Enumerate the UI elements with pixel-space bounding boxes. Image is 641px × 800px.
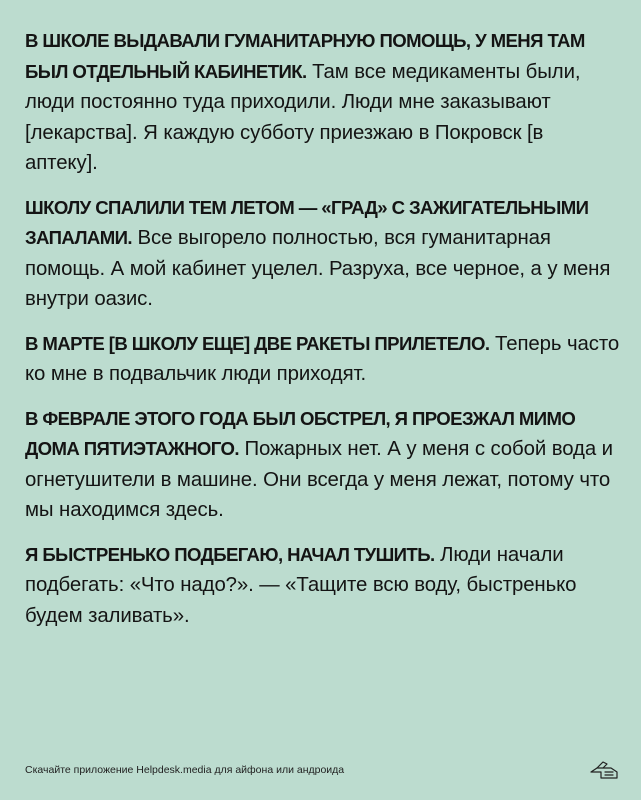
paragraph-1	[25, 26, 621, 179]
paragraph-5-lead: Я БЫСТРЕНЬКО ПОДБЕГАЮ, НАЧАЛ ТУШИТЬ.	[25, 543, 435, 565]
paragraph-2	[25, 193, 621, 315]
paragraph-1-text: Там все медикаменты были, люди постоянно туда приходили. Люди мне заказывают [лекарства]. Я каждую субботу приезжаю в Покровск [в аптеку].	[25, 60, 581, 174]
paragraph-5	[25, 540, 621, 632]
hand-pointing-icon	[589, 758, 621, 780]
article-body	[25, 26, 621, 645]
paragraph-3-text: Теперь часто ко мне в подвальчик люди приходят.	[25, 332, 620, 385]
paragraph-1-lead: В ШКОЛЕ ВЫДАВАЛИ ГУМАНИТАРНУЮ ПОМОЩЬ, У МЕНЯ ТАМ БЫЛ ОТДЕЛЬНЫЙ КАБИНЕТИК.	[25, 30, 585, 82]
paragraph-4	[25, 404, 621, 526]
paragraph-4-text: Пожарных нет. А у меня с собой вода и огнетушители в машине. Они всегда у меня лежат, потому что мы находимся здесь.	[25, 438, 613, 521]
paragraph-3	[25, 329, 621, 390]
paragraph-2-text: Все выгорело полностью, вся гуманитарная помощь. А мой кабинет уцелел. Разруха, все черное, а у меня внутри оазис.	[25, 227, 611, 310]
paragraph-5-text: Люди начали подбегать: «Что надо?». — «Тащите всю воду, быстренько будем заливать».	[25, 543, 577, 627]
paragraph-2-lead: ШКОЛУ СПАЛИЛИ ТЕМ ЛЕТОМ — «ГРАД» С ЗАЖИГАТЕЛЬНЫМИ ЗАПАЛАМИ.	[25, 196, 589, 248]
paragraph-4-lead: В ФЕВРАЛЕ ЭТОГО ГОДА БЫЛ ОБСТРЕЛ, Я ПРОЕЗЖАЛ МИМО ДОМА ПЯТИЭТАЖНОГО.	[25, 407, 576, 459]
footer-app-promo: Скачайте приложение Helpdesk.media для айфона или андроида	[25, 764, 345, 776]
paragraph-3-lead: В МАРТЕ [В ШКОЛУ ЕЩЕ] ДВЕ РАКЕТЫ ПРИЛЕТЕЛО.	[25, 332, 490, 354]
